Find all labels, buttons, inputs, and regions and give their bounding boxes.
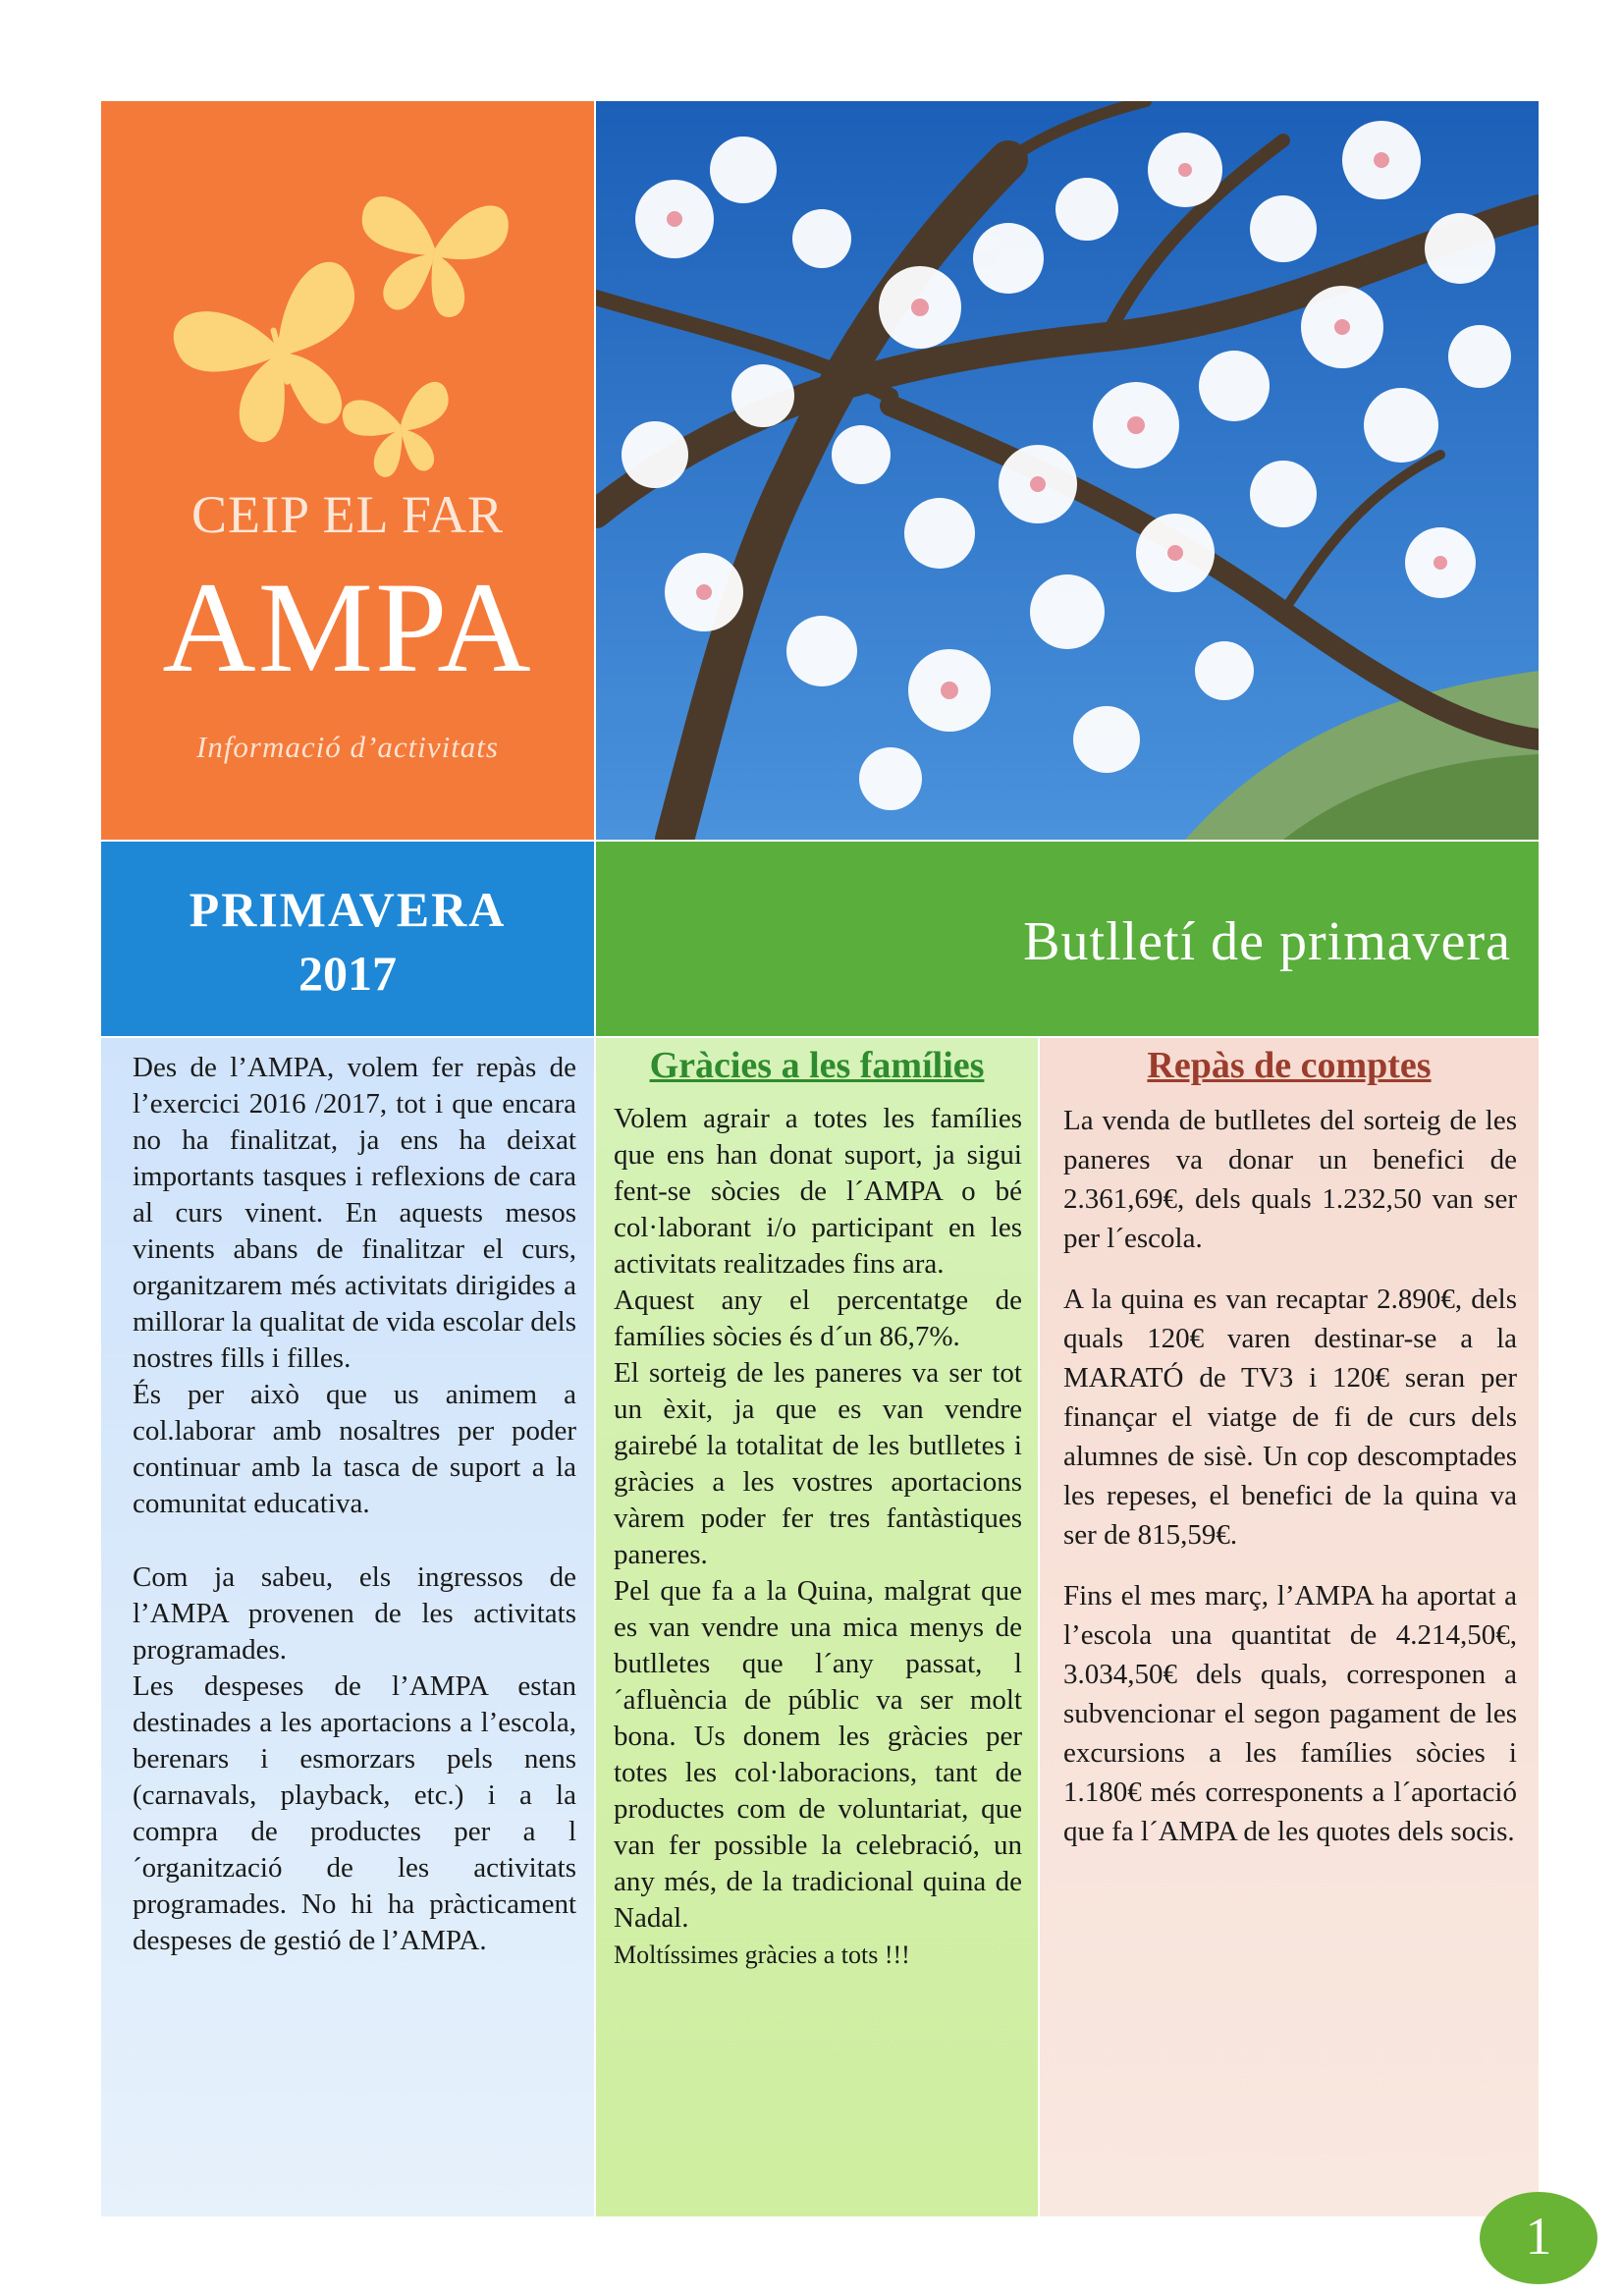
intro-column xyxy=(101,1038,594,2216)
intro-paragraph: Les despeses de l’AMPA estan destinades a les aportacions a l’escola, berenars i esmorzars pels nens (carnavals, playback, etc.) i a la compra de productes per a l´organització de les activitats programades. No hi ha pràcticament despeses de gestió de l’AMPA. xyxy=(133,1670,576,1956)
page-number-badge xyxy=(1480,2192,1597,2284)
thanks-text xyxy=(614,1101,1022,1973)
bulletin-title-banner xyxy=(596,842,1539,1036)
thanks-paragraph: Aquest any el percentatge de famílies sòcies és d´un 86,7%. xyxy=(614,1285,1022,1352)
season-banner xyxy=(101,842,594,1036)
accounts-column xyxy=(1040,1038,1539,2216)
season-label: PRIMAVERA xyxy=(189,882,507,937)
season-year: 2017 xyxy=(298,946,397,1001)
intro-text xyxy=(133,1050,576,1959)
thanks-closing: Moltíssimes gràcies a tots !!! xyxy=(614,1941,910,1969)
butterflies-icon xyxy=(160,160,553,514)
page-number: 1 xyxy=(1525,2207,1552,2266)
accounts-paragraph: La venda de butlletes del sorteig de les paneres va donar un benefici de 2.361,69€, dels quals 1.232,50 van ser per l´escola. xyxy=(1063,1105,1517,1254)
bulletin-title: Butlletí de primavera xyxy=(1023,911,1511,972)
intro-paragraph: És per això que us animem a col.laborar amb nosaltres per poder continuar amb la tasca de suport a la comunitat educativa. xyxy=(133,1379,576,1519)
intro-paragraph: Com ja sabeu, els ingressos de l’AMPA provenen de les activitats programades. xyxy=(133,1561,576,1666)
masthead-subtitle: Informació d’activitats xyxy=(196,730,499,764)
almond-blossom-photo xyxy=(596,101,1539,840)
thanks-paragraph: Volem agrair a totes les famílies que ens han donat suport, ja sigui fent-se sòcies de l´AMPA o bé col·laborant i/o participant en les activitats realitzades fins ara. xyxy=(614,1103,1022,1280)
masthead-title: AMPA xyxy=(162,555,533,699)
accounts-paragraph: Fins el mes març, l’AMPA ha aportat a l’escola una quantitat de 4.214,50€, 3.034,50€ dels quals, corresponen a subvencionar el segon pagament de les excursions a les famílies sòcies i 1.180€ més corresponents a l´aportació que fa l´AMPA de les quotes dels socis. xyxy=(1063,1580,1517,1847)
thanks-column xyxy=(596,1038,1038,2216)
school-name: CEIP EL FAR xyxy=(190,485,505,544)
thanks-paragraph: Pel que fa a la Quina, malgrat que es van vendre una mica menys de butlletes que l´any passat, l´afluència de públic va ser molt bona. Us donem les gràcies per totes les col·laboracions, tant de productes com de voluntariat, que van fer possible la celebració, un any més, de la tradicional quina de Nadal. xyxy=(614,1575,1022,1934)
intro-paragraph: Des de l’AMPA, volem fer repàs de l’exercici 2016 /2017, tot i que encara no ha finalitzat, ja ens ha deixat importants tasques i reflexions de cara al curs vinent. En aquests mesos vinents abans de finalitzar el curs, organitzarem més activitats dirigides a millorar la qualitat de vida escolar dels nostres fills i filles. xyxy=(133,1052,576,1374)
masthead-panel xyxy=(101,101,594,840)
thanks-paragraph: El sorteig de les paneres va ser tot un èxit, ja que es van vendre gairebé la totalitat de les butlletes i gràcies a les vostres aportacions vàrem poder fer tres fantàstiques paneres. xyxy=(614,1357,1022,1570)
thanks-heading: Gràcies a les famílies xyxy=(649,1045,985,1086)
accounts-heading: Repàs de comptes xyxy=(1147,1045,1432,1086)
accounts-paragraph: A la quina es van recaptar 2.890€, dels quals 120€ varen destinar-se a la MARATÓ de TV3 i 120€ seran per finançar el viatge de fi de curs dels alumnes de sisè. Un cop descomptades les repeses, el benefici de la quina va ser de 815,59€. xyxy=(1063,1284,1517,1551)
accounts-text xyxy=(1063,1101,1517,1851)
